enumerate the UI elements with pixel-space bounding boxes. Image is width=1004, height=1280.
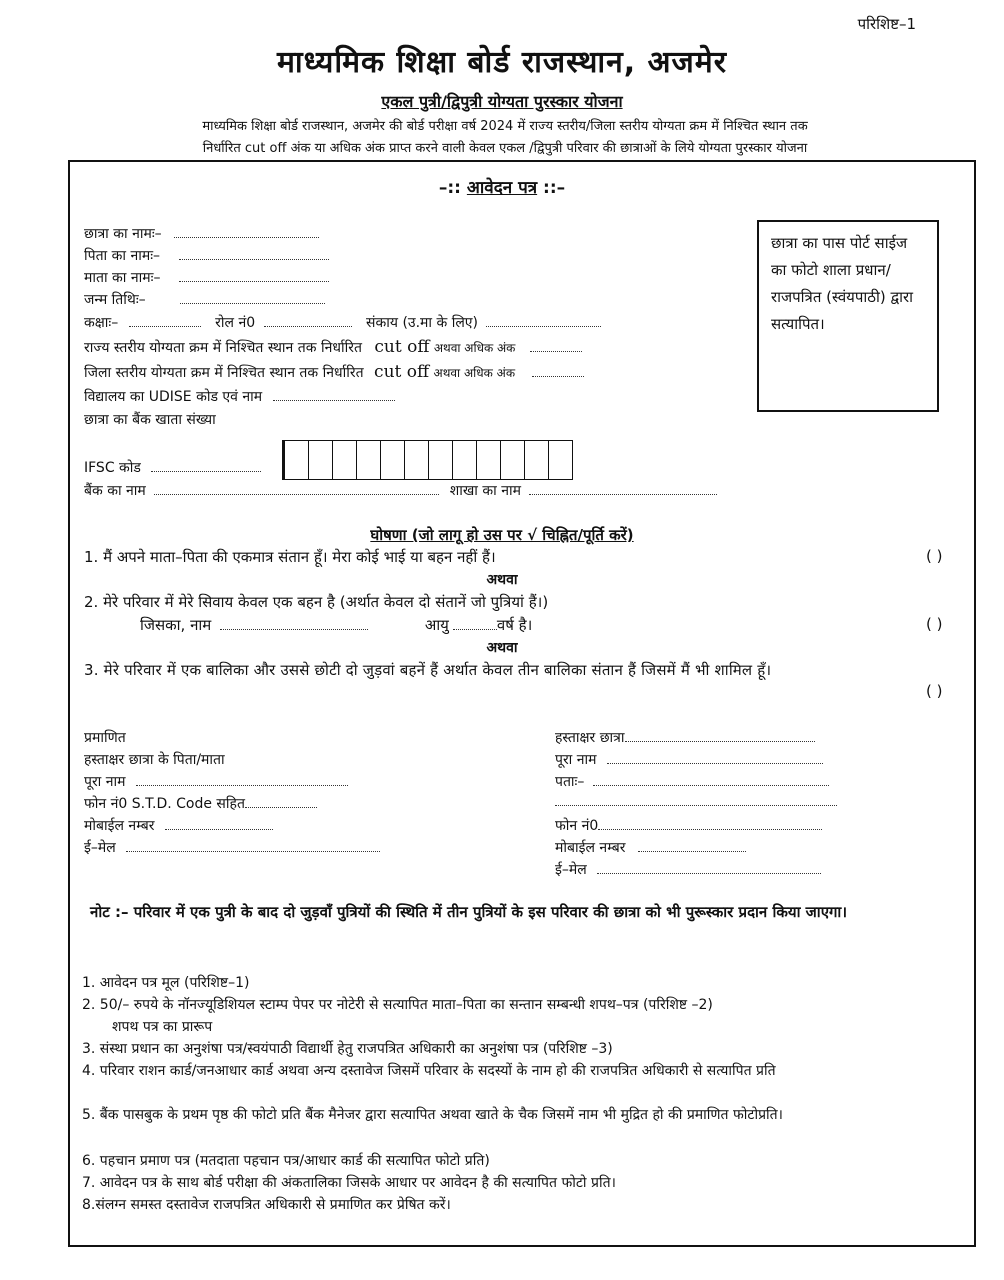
student-full-name-field[interactable]: पूरा नाम (555, 750, 823, 769)
enclosure-item: 3. संस्था प्रधान का अनुशंषा पत्र/स्वयंपाठी विद्यार्थी हेतु राजपत्रित अधिकारी का अनुशंषा पत्र (परिशिष्ट –3) (82, 1041, 613, 1057)
declaration-item-1: 1. मैं अपने माता–पिता की एकमात्र संतान हूँ। मेरा कोई भाई या बहन नहीं हैं। (84, 548, 496, 566)
state-rank-cutoff-field[interactable]: राज्य स्तरीय योग्यता क्रम में निश्चित स्थान तक निर्धारित cut off अथवा अधिक अंक (84, 337, 582, 357)
enclosure-item: 4. परिवार राशन कार्ड/जनआधार कार्ड अथवा अन्य दस्तावेज जिसमें परिवार के सदस्यों के नाम हो की राजपत्रित अधिकारी से सत्यापित प्रति (82, 1063, 776, 1079)
sister-name-age-row[interactable]: जिसका, नाम आयु वर्ष है। (140, 616, 533, 634)
ifsc-code-boxes[interactable] (282, 440, 573, 480)
declaration-item-2: 2. मेरे परिवार में मेरे सिवाय केवल एक बहन है (अर्थात केवल दो संतानें जो पुत्रियां हैं।) (84, 593, 549, 611)
parent-email-field[interactable]: ई–मेल (84, 838, 380, 857)
enclosure-item: 7. आवेदन पत्र के साथ बोर्ड परीक्षा की अंकतालिका जिसके आधार पर आवेदन है की सत्यापित फोटो प्रति। (82, 1175, 616, 1191)
parent-mobile-field[interactable]: मोबाईल नम्बर (84, 816, 273, 835)
or-separator-2: अथवा (486, 640, 518, 656)
attested-label: प्रमाणित (84, 730, 126, 746)
bank-branch-row[interactable]: बैंक का नाम शाखा का नाम (84, 481, 717, 500)
enclosure-item: 6. पहचान प्रमाण पत्र (मतदाता पहचान पत्र/आधार कार्ड की सत्यापित फोटो प्रति) (82, 1153, 490, 1169)
declaration-heading: घोषणा (जो लागू हो उस पर √ चिह्नित/पूर्ति करें) (370, 526, 634, 544)
declaration-item-3: 3. मेरे परिवार में एक बालिका और उससे छोटी दो जुड़वां बहनें हैं अर्थात केवल तीन बालिका संतान हैं जिसमें मैं भी शामिल हूँ। (84, 661, 772, 679)
annex-label: परिशिष्ट–1 (857, 15, 916, 33)
passport-photo-box: छात्रा का पास पोर्ट साईज का फोटो शाला प्रधान/राजपत्रित (स्वंयपाठी) द्वारा सत्यापित। (757, 220, 939, 412)
parent-signature-label: हस्ताक्षर छात्रा के पिता/माता (84, 752, 225, 768)
form-heading: –:: आवेदन पत्र ::– (438, 178, 566, 198)
class-roll-faculty-row[interactable]: कक्षाः– रोल नं0 संकाय (उ.मा के लिए) (84, 313, 601, 332)
scheme-title: एकल पुत्री/द्विपुत्री योग्यता पुरस्कार योजना (381, 92, 623, 111)
declaration-tick-1[interactable]: ( ) (926, 547, 943, 565)
intro-line-1: माध्यमिक शिक्षा बोर्ड राजस्थान, अजमेर की बोर्ड परीक्षा वर्ष 2024 में राज्य स्तरीय/जिला स्तरीय योग्यता क्रम में निश्चित स्थान तक (202, 119, 808, 134)
declaration-tick-2[interactable]: ( ) (926, 615, 943, 633)
enclosure-item: 8.संलग्न समस्त दस्तावेज राजपत्रित अधिकारी से प्रमाणित कर प्रेषित करें। (82, 1197, 451, 1213)
dob-field[interactable]: जन्म तिथिः– (84, 290, 325, 309)
intro-line-2: निर्धारित cut off अंक या अधिक अंक प्राप्त करने वाली केवल एकल /द्विपुत्री परिवार की छात्राओं के लिये योग्यता पुरस्कार योजना (202, 141, 808, 156)
declaration-tick-3[interactable]: ( ) (926, 682, 943, 700)
father-name-field[interactable]: पिता का नामः– (84, 246, 329, 265)
enclosure-item: 5. बैंक पासबुक के प्रथम पृष्ठ की फोटो प्रति बैंक मैनेजर द्वारा सत्यापित अथवा खाते के चैक जिसमें नाम भी मुद्रित हो की प्रमाणित फोटोप्रति। (82, 1107, 783, 1123)
note-text: नोट :– परिवार में एक पुत्री के बाद दो जुड़वाँ पुत्रियों की स्थिति में तीन पुत्रियों के इस परिवार की छात्रा को भी पुरूस्कार प्रदान किया जाएगा। (90, 903, 848, 921)
student-signature-field[interactable]: हस्ताक्षर छात्रा (555, 728, 815, 747)
enclosure-item: 1. आवेदन पत्र मूल (परिशिष्ट–1) (82, 975, 250, 991)
enclosure-item: शपथ पत्र का प्रारूप (112, 1019, 213, 1035)
student-mobile-field[interactable]: मोबाईल नम्बर (555, 838, 746, 857)
district-rank-cutoff-field[interactable]: जिला स्तरीय योग्यता क्रम में निश्चित स्थान तक निर्धारित cut off अथवा अधिक अंक (84, 362, 584, 382)
school-udise-field[interactable]: विद्यालय का UDISE कोड एवं नाम (84, 387, 395, 406)
or-separator-1: अथवा (486, 572, 518, 588)
mother-name-field[interactable]: माता का नामः– (84, 268, 329, 287)
student-phone-field[interactable]: फोन नं0 (555, 816, 822, 835)
board-title: माध्यमिक शिक्षा बोर्ड राजस्थान, अजमेर (276, 45, 728, 80)
student-address-line-2[interactable] (555, 794, 837, 810)
ifsc-field[interactable]: IFSC कोड (84, 458, 261, 477)
bank-account-label: छात्रा का बैंक खाता संख्या (84, 412, 216, 428)
parent-phone-field[interactable]: फोन नं0 S.T.D. Code सहित (84, 794, 317, 813)
student-name-field[interactable]: छात्रा का नामः– (84, 224, 319, 243)
enclosure-item: 2. 50/– रुपये के नॉनज्यूडिशियल स्टाम्प पेपर पर नोटेरी से सत्यापित माता–पिता का सन्तान सम्बन्धी शपथ–पत्र (परिशिष्ट –2) (82, 997, 713, 1013)
parent-full-name-field[interactable]: पूरा नाम (84, 772, 348, 791)
student-address-field[interactable]: पताः– (555, 772, 829, 791)
student-email-field[interactable]: ई–मेल (555, 860, 821, 879)
